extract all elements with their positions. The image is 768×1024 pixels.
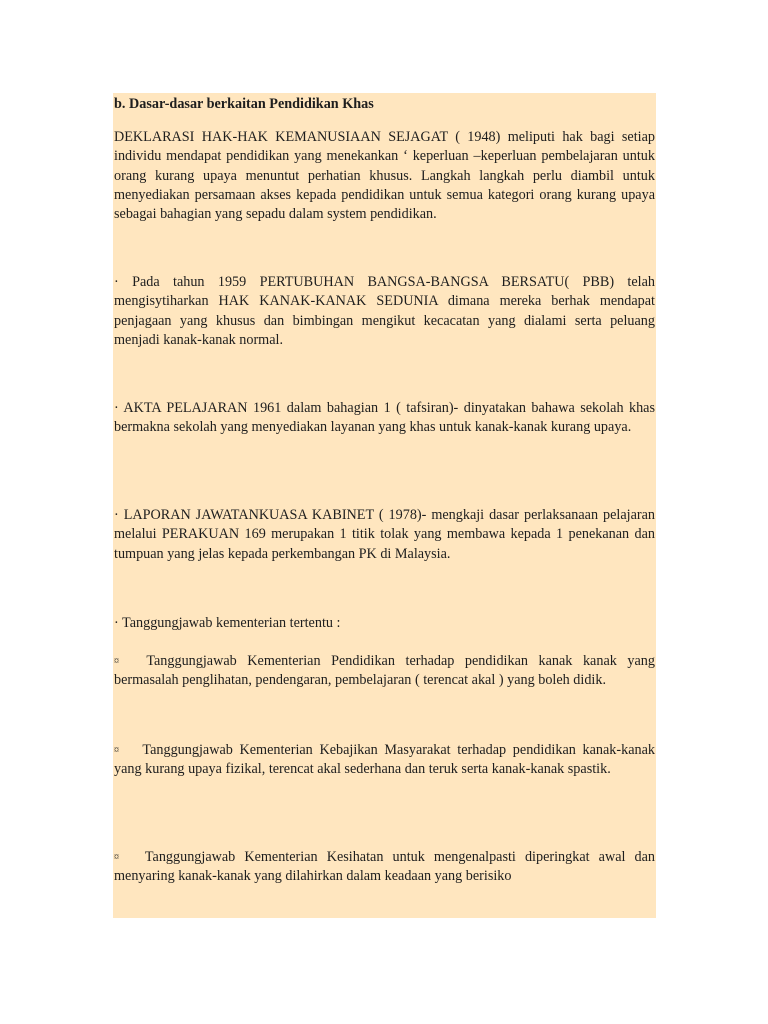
paragraph-laporan-kabinet: [114, 506, 655, 564]
document-panel: [113, 93, 656, 918]
paragraph-kementerian-kesihatan: [114, 848, 655, 887]
bullet-dot-icon: ·: [114, 507, 119, 523]
paragraph-tanggungjawab-intro: [114, 614, 655, 633]
bullet-dot-icon: ·: [114, 400, 119, 416]
sub-bullet-icon: ¤: [114, 656, 119, 667]
sub-bullet-icon: ¤: [114, 745, 119, 756]
paragraph-kementerian-pendidikan: [114, 652, 655, 691]
bullet-dot-icon: ·: [114, 274, 119, 290]
bullet-dot-icon: ·: [114, 615, 119, 631]
paragraph-akta-pelajaran: [114, 399, 655, 438]
paragraph-text: LAPORAN JAWATANKUASA KABINET ( 1978)- mengkaji dasar perlaksanaan pelajaran melalui PERAKUAN 169 merupakan 1 titik tolak yang membawa kepada 1 penekanan dan tumpuan yang jelas kepada perkembangan PK di Malaysia.: [114, 507, 655, 562]
paragraph-text: AKTA PELAJARAN 1961 dalam bahagian 1 ( tafsiran)- dinyatakan bahawa sekolah khas bermakna sekolah yang menyediakan layanan yang khas untuk kanak-kanak kurang upaya.: [114, 400, 655, 436]
paragraph-text: Tanggungjawab Kementerian Kebajikan Masyarakat terhadap pendidikan kanak-kanak yang kurang upaya fizikal, terencat akal sederhana dan teruk serta kanak-kanak spastik.: [114, 742, 655, 778]
paragraph-pbb: [114, 273, 655, 350]
paragraph-kementerian-kebajikan: [114, 741, 655, 780]
paragraph-text: Tanggungjawab Kementerian Kesihatan untuk mengenalpasti diperingkat awal dan menyaring kanak-kanak yang dilahirkan dalam keadaan yang berisiko: [114, 849, 656, 885]
section-heading: b. Dasar-dasar berkaitan Pendidikan Khas: [114, 96, 374, 112]
paragraph-text: Pada tahun 1959 PERTUBUHAN BANGSA-BANGSA BERSATU( PBB) telah mengisytiharkan HAK KANAK-KANAK SEDUNIA dimana mereka berhak mendapat penjagaan yang khusus dan bimbingan mengikut kecacatan yang dialami serta peluang menjadi kanak-kanak normal.: [114, 274, 655, 348]
paragraph-deklarasi: [114, 128, 655, 224]
sub-bullet-icon: ¤: [114, 852, 119, 863]
paragraph-text: Tanggungjawab kementerian tertentu :: [122, 615, 341, 631]
paragraph-text: Tanggungjawab Kementerian Pendidikan terhadap pendidikan kanak kanak yang bermasalah penglihatan, pendengaran, pembelajaran ( terencat akal ) yang boleh didik.: [114, 653, 655, 689]
paragraph-text: DEKLARASI HAK-HAK KEMANUSIAAN SEJAGAT ( 1948) meliputi hak bagi setiap individu mendapat pendidikan yang menekankan ‘ keperluan –keperluan pembelajaran untuk orang kurang upaya menuntut perhatian khusus. Langkah langkah perlu diambil untuk menyediakan persamaan akses kepada pendidikan untuk semua kategori orang kurang upaya sebagai bahagian yang sepadu dalam system pendidikan.: [114, 129, 655, 223]
